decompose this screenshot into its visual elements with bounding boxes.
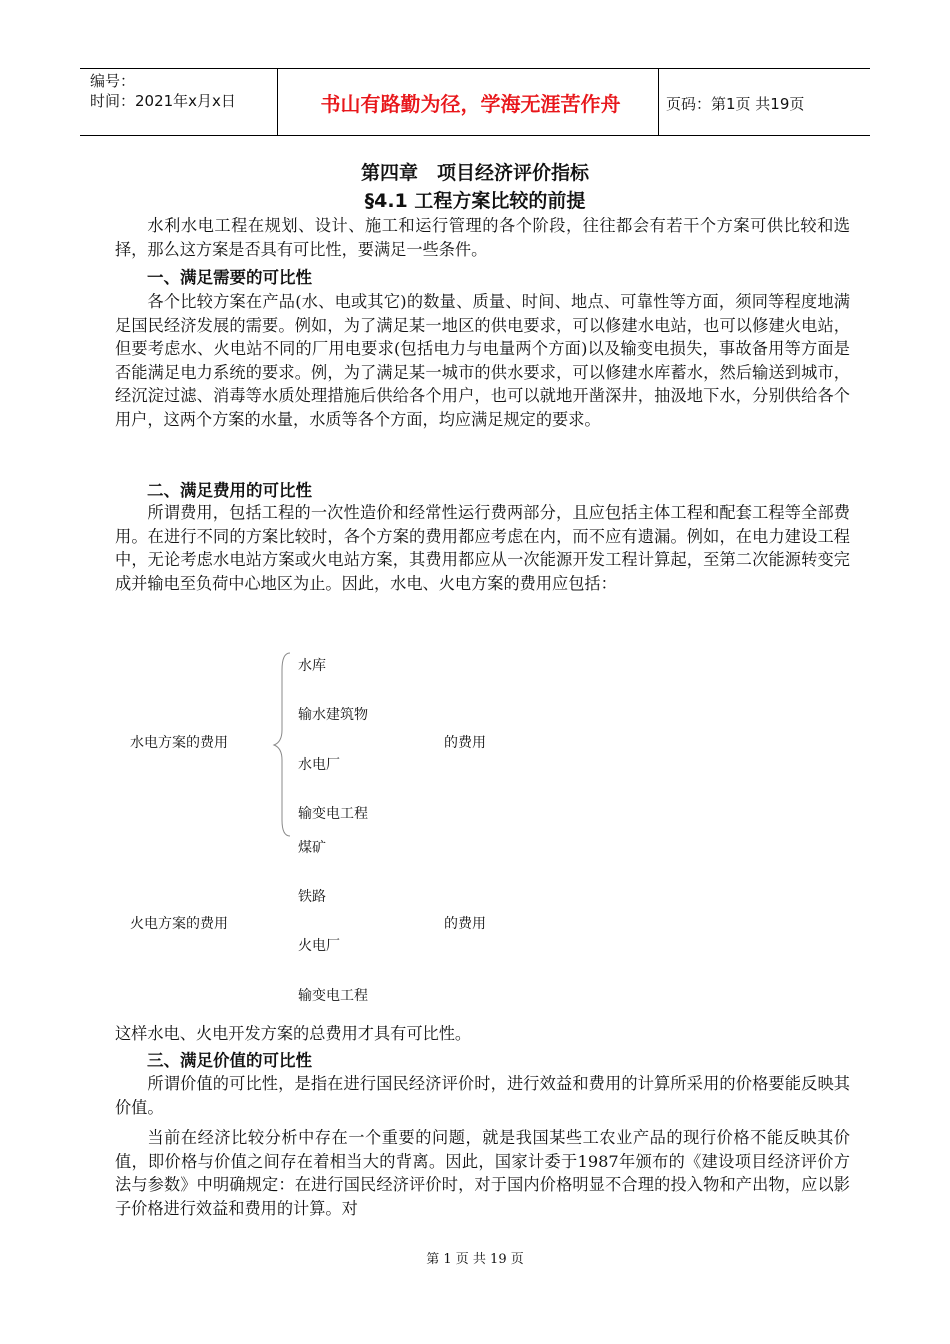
header-page-label: 页码：第1页 共19页 (666, 95, 805, 113)
header-motto: 书山有路勤为径，学海无涯苦作舟 (320, 92, 621, 116)
thermal-cost-suffix: 的费用 (444, 916, 486, 932)
section-heading-1: 一、满足需要的可比性 (147, 268, 312, 287)
hydro-brace (268, 650, 298, 840)
hydro-item-hydro-plant: 水电厂 (298, 757, 340, 773)
section-title: §4.1 工程方案比较的前提 (364, 190, 586, 212)
section-heading-2: 二、满足费用的可比性 (147, 481, 312, 500)
header-bottom-border (80, 135, 870, 136)
after-diagram-paragraph: 这样水电、火电开发方案的总费用才具有可比性。 (115, 1024, 472, 1043)
section-2-paragraph: 所谓费用，包括工程的一次性造价和经常性运行费两部分，且应包括主体工程和配套工程等全部费用。在进行不同的方案比较时，各个方案的费用都应考虑在内，而不应有遗漏。例如，在电力建设工程中，无论考虑水电站方案或火电站方案，其费用都应从一次能源开发工程计算起，至第二次能源转变完成并输电至负荷中心地区为止。因此，水电、火电方案的费用应包括： (115, 503, 850, 593)
section-1-paragraph: 各个比较方案在产品(水、电或其它)的数量、质量、时间、地点、可靠性等方面，须同等程度地满足国民经济发展的需要。例如，为了满足某一地区的供电要求，可以修建水电站，也可以修建火电站，但要考虑水、火电站不同的厂用电要求(包括电力与电量两个方面)以及输变电损失，事故备用等方面是否能满足电力系统的要求。例，为了满足某一城市的供水要求，可以修建水库蓄水，然后输送到城市，经沉淀过滤、消毒等水质处理措施后供给各个用户，也可以就地开凿深井，抽汲地下水，分别供给各个用户，这两个方案的水量，水质等各个方面，均应满足规定的要求。 (115, 292, 850, 429)
header-divider-left (277, 68, 278, 136)
intro-paragraph: 水利水电工程在规划、设计、施工和运行管理的各个阶段，往往都会有若干个方案可供比较和选择，那么这方案是否具有可比性，要满足一些条件。 (115, 216, 850, 259)
section-3-paragraph-1: 所谓价值的可比性，是指在进行国民经济评价时，进行效益和费用的计算所采用的价格要能反映其价值。 (115, 1074, 850, 1117)
page-footer: 第 1 页 共 19 页 (426, 1252, 524, 1267)
thermal-item-railway: 铁路 (298, 889, 326, 905)
hydro-cost-suffix: 的费用 (444, 735, 486, 751)
hydro-item-transmission: 输变电工程 (298, 806, 368, 822)
section-3-paragraph-2: 当前在经济比较分析中存在一个重要的问题，就是我国某些工农业产品的现行价格不能反映其价值，即价格与价值之间存在着相当大的背离。因此，国家计委于1987年颁布的《建设项目经济评价方法与参数》中明确规定：在进行国民经济评价时，对于国内价格明显不合理的投入物和产出物，应以影子价格进行效益和费用的计算。对 (115, 1128, 850, 1218)
chapter-title: 第四章 项目经济评价指标 (360, 162, 589, 184)
hydro-item-reservoir: 水库 (298, 658, 326, 674)
thermal-cost-label: 火电方案的费用 (130, 916, 228, 932)
section-heading-3: 三、满足价值的可比性 (147, 1051, 312, 1070)
header-time-label: 时间：2021年x月x日 (90, 92, 236, 110)
header-divider-right (658, 68, 659, 136)
hydro-cost-label: 水电方案的费用 (130, 735, 228, 751)
thermal-item-coal-mine: 煤矿 (298, 840, 326, 856)
thermal-item-thermal-plant: 火电厂 (298, 938, 340, 954)
thermal-item-transmission: 输变电工程 (298, 988, 368, 1004)
header-number-label: 编号： (90, 72, 136, 90)
hydro-item-water-structure: 输水建筑物 (298, 707, 368, 723)
header-top-border (80, 68, 870, 69)
